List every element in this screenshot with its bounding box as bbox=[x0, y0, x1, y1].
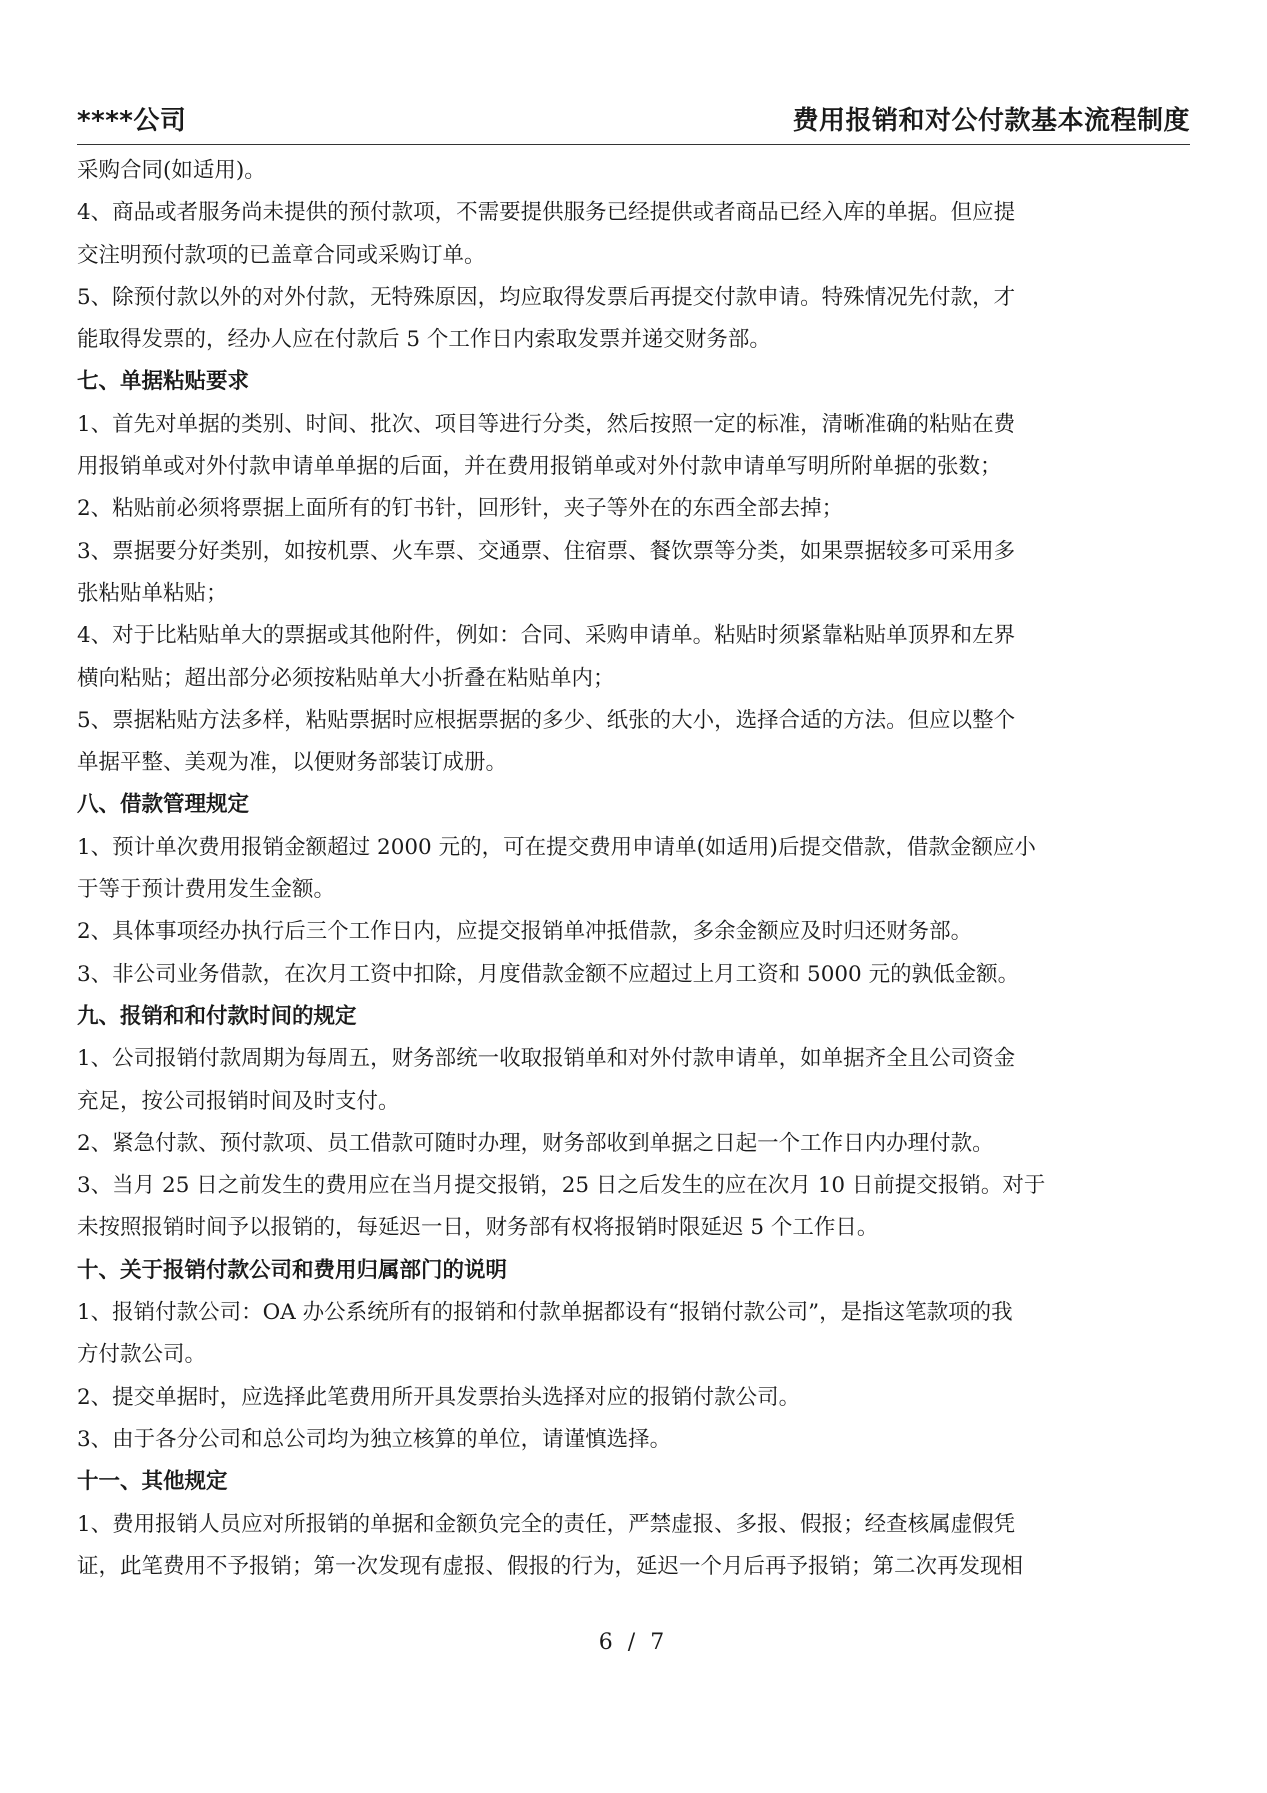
section-heading: 八、借款管理规定 bbox=[77, 792, 250, 818]
body-text-line: 2、具体事项经办执行后三个工作日内，应提交报销单冲抵借款，多余金额应及时归还财务部。 bbox=[77, 919, 973, 945]
body-text-line: 用报销单或对外付款申请单单据的后面，并在费用报销单或对外付款申请单写明所附单据的张数； bbox=[77, 454, 1002, 480]
body-text-line: 1、报销付款公司：OA 办公系统所有的报销和付款单据都设有“报销付款公司”，是指这笔款项的我 bbox=[77, 1300, 1013, 1326]
section-heading: 九、报销和和付款时间的规定 bbox=[77, 1003, 357, 1029]
body-text-line: 充足，按公司报销时间及时支付。 bbox=[77, 1088, 400, 1114]
body-text-line: 2、紧急付款、预付款项、员工借款可随时办理，财务部收到单据之日起一个工作日内办理付款。 bbox=[77, 1130, 994, 1156]
body-text-line: 3、当月 25 日之前发生的费用应在当月提交报销，25 日之后发生的应在次月 10 日前提交报销。对于 bbox=[77, 1173, 1046, 1199]
body-text-line: 1、费用报销人员应对所报销的单据和金额负完全的责任，严禁虚报、多报、假报；经查核属虚假凭 bbox=[77, 1511, 1016, 1537]
body-text-line: 1、预计单次费用报销金额超过 2000 元的，可在提交费用申请单(如适用)后提交借款，借款金额应小 bbox=[77, 834, 1036, 860]
body-text-line: 能取得发票的，经办人应在付款后 5 个工作日内索取发票并递交财务部。 bbox=[77, 327, 771, 353]
body-text-line: 2、粘贴前必须将票据上面所有的钉书针，回形针，夹子等外在的东西全部去掉； bbox=[77, 496, 844, 522]
section-heading: 十一、其他规定 bbox=[77, 1469, 228, 1495]
section-heading: 七、单据粘贴要求 bbox=[77, 369, 250, 395]
body-text-line: 证，此笔费用不予报销；第一次发现有虚报、假报的行为，延迟一个月后再予报销；第二次再发现相 bbox=[77, 1553, 1024, 1579]
body-text-line: 于等于预计费用发生金额。 bbox=[77, 877, 336, 903]
page-number: 6 / 7 bbox=[598, 1630, 669, 1655]
body-text-line: 方付款公司。 bbox=[77, 1342, 207, 1368]
page-header bbox=[77, 100, 1190, 140]
body-text-line: 1、公司报销付款周期为每周五，财务部统一收取报销单和对外付款申请单，如单据齐全且公司资金 bbox=[77, 1046, 1016, 1072]
body-text-line: 3、由于各分公司和总公司均为独立核算的单位，请谨慎选择。 bbox=[77, 1426, 672, 1452]
body-text-line: 采购合同(如适用)。 bbox=[77, 158, 266, 183]
body-text-line: 5、票据粘贴方法多样，粘贴票据时应根据票据的多少、纸张的大小，选择合适的方法。但应以整个 bbox=[77, 707, 1016, 733]
body-text-line: 4、商品或者服务尚未提供的预付款项，不需要提供服务已经提供或者商品已经入库的单据。但应提 bbox=[77, 200, 1016, 226]
company-name: ****公司 bbox=[77, 106, 187, 136]
document-body bbox=[77, 150, 1192, 1588]
body-text-line: 3、非公司业务借款，在次月工资中扣除，月度借款金额不应超过上月工资和 5000 元的孰低金额。 bbox=[77, 961, 1020, 987]
body-text-line: 2、提交单据时，应选择此笔费用所开具发票抬头选择对应的报销付款公司。 bbox=[77, 1384, 801, 1410]
header-divider bbox=[77, 144, 1190, 145]
body-text-line: 3、票据要分好类别，如按机票、火车票、交通票、住宿票、餐饮票等分类，如果票据较多可采用多 bbox=[77, 538, 1016, 564]
body-text-line: 单据平整、美观为准，以便财务部装订成册。 bbox=[77, 750, 508, 776]
body-text-line: 张粘贴单粘贴； bbox=[77, 580, 228, 606]
body-text-line: 4、对于比粘贴单大的票据或其他附件，例如：合同、采购申请单。粘贴时须紧靠粘贴单顶界和左界 bbox=[77, 623, 1016, 649]
section-heading: 十、关于报销付款公司和费用归属部门的说明 bbox=[77, 1257, 508, 1283]
document-title: 费用报销和对公付款基本流程制度 bbox=[792, 106, 1190, 136]
body-text-line: 横向粘贴；超出部分必须按粘贴单大小折叠在粘贴单内； bbox=[77, 665, 615, 691]
body-text-line: 1、首先对单据的类别、时间、批次、项目等进行分类，然后按照一定的标准，清晰准确的粘贴在费 bbox=[77, 411, 1016, 437]
body-text-line: 5、除预付款以外的对外付款，无特殊原因，均应取得发票后再提交付款申请。特殊情况先付款，才 bbox=[77, 284, 1016, 310]
body-text-line: 未按照报销时间予以报销的，每延迟一日，财务部有权将报销时限延迟 5 个工作日。 bbox=[77, 1215, 879, 1241]
body-text-line: 交注明预付款项的已盖章合同或采购订单。 bbox=[77, 242, 486, 268]
